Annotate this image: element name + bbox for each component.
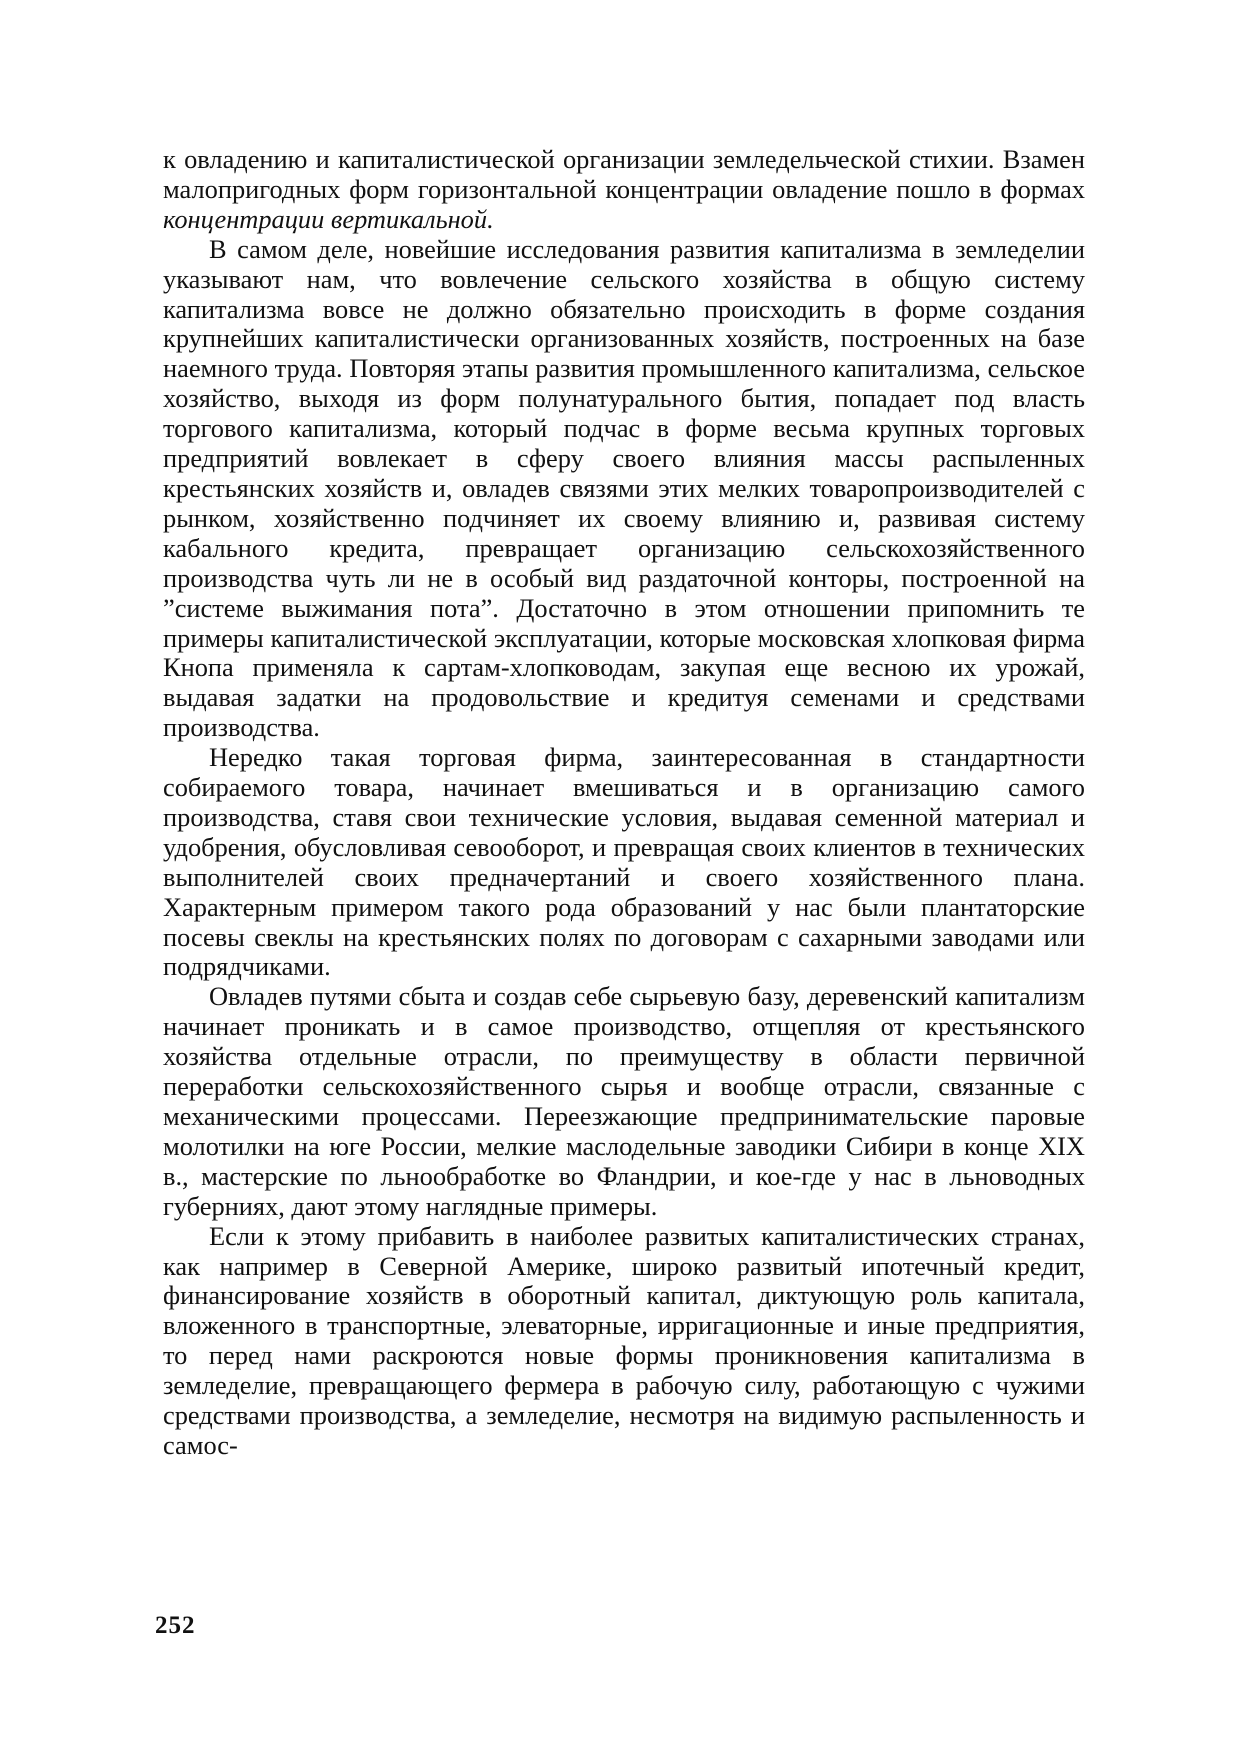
page-number: 252 (155, 1612, 196, 1639)
paragraph-1-italic: концентрации вертикальной. (163, 203, 494, 234)
paragraph-2: В самом деле, новейшие исследования развития капитализма в земледелии указывают нам, что вовлечение сельского хозяйства в общую систему капитализма вовсе не должно обязательно происходить в форме создания крупнейших капиталистически организованных хозяйств, построенных на базе наемного труда. Повторяя этапы развития промышленного капитализма, сельское хозяйство, выходя из форм полунатурального бытия, попадает под власть торгового капитализма, который подчас в форме весьма крупных торговых предприятий вовлекает в сферу своего влияния массы распыленных крестьянских хозяйств и, овладев связями этих мелких товаропроизводителей с рынком, хозяйственно подчиняет их своему влиянию и, развивая систему кабального кредита, превращает организацию сельскохозяйственного производства чуть ли не в особый вид раздаточной конторы, построенной на ”системе выжимания пота”. Достаточно в этом отношении припомнить те примеры капиталистической эксплуатации, которые московская хлопковая фирма Кнопа применяла к сартам-хлопководам, закупая еще весною их урожай, выдавая задатки на продовольствие и кредитуя семенами и средствами производства. (163, 233, 1085, 743)
paragraph-1 (163, 145, 1085, 235)
paragraph-4: Овладев путями сбыта и создав себе сырьевую базу, деревенский капитализм начинает проникать и в самое производство, отщепляя от крестьянского хозяйства отдельные отрасли, по преимуществу в области первичной переработки сельскохозяйственного сырья и вообще отрасли, связанные с механическими процессами. Переезжающие предпринимательские паровые молотилки на юге России, мелкие маслодельные заводики Сибири в конце XIX в., мастерские по льнообработке во Фландрии, и кое-где у нас в льноводных губерниях, дают этому наглядные примеры. (163, 981, 1085, 1221)
body-text (163, 145, 1085, 1461)
paragraph-5: Если к этому прибавить в наиболее развитых капиталистических странах, как например в Северной Америке, широко развитый ипотечный кредит, финансирование хозяйств в оборотный капитал, диктующую роль капитала, вложенного в транспортные, элеваторные, ирригационные и иные предприятия, то перед нами раскроются новые формы проникновения капитализма в земледелие, превращающего фермера в рабочую силу, работающую с чужими средствами производства, а земледелие, несмотря на видимую распыленность и самос- (163, 1220, 1085, 1460)
paragraph-1-text: к овладению и капиталистической организации земледельческой стихии. Взамен малопригодных форм горизонтальной концентрации овладение пошло в формах (163, 144, 1085, 204)
paragraph-3: Нередко такая торговая фирма, заинтересованная в стандартности собираемого товара, начинает вмешиваться и в организацию самого производства, ставя свои технические условия, выдавая семенной материал и удобрения, обусловливая севооборот, и превращая своих клиентов в технических выполнителей своих предначертаний и своего хозяйственного плана. Характерным примером такого рода образований у нас были плантаторские посевы свеклы на крестьянских полях по договорам с сахарными заводами или подрядчиками. (163, 742, 1085, 982)
